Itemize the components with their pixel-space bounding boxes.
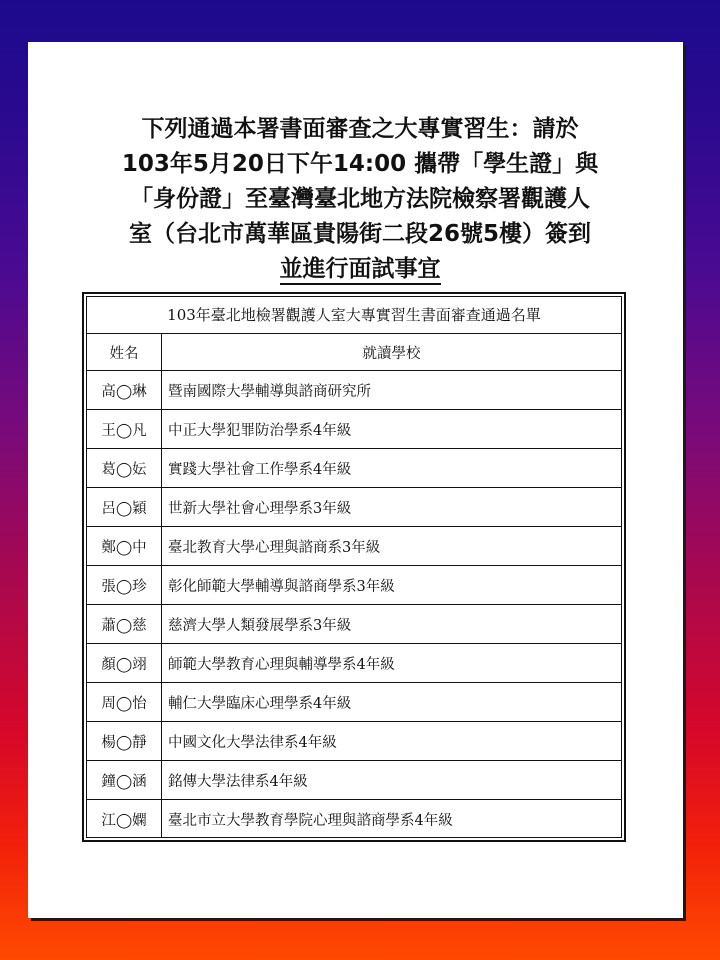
student-school: 臺北教育大學心理與諮商系3年級 (162, 527, 622, 566)
notice-text (60, 112, 660, 287)
table-row (87, 410, 621, 449)
table-header-row (87, 334, 621, 371)
student-name: 顏◯翊 (87, 644, 162, 683)
student-school: 中正大學犯罪防治學系4年級 (162, 410, 622, 449)
table-row (87, 527, 621, 566)
student-name: 呂◯穎 (87, 488, 162, 527)
student-school: 慈濟大學人類發展學系3年級 (162, 605, 622, 644)
notice-line-underlined (60, 252, 660, 287)
table-row (87, 566, 621, 605)
student-school: 銘傳大學法律系4年級 (162, 761, 622, 800)
header-school: 就讀學校 (162, 334, 622, 371)
student-school: 世新大學社會心理學系3年級 (162, 488, 622, 527)
table-row (87, 683, 621, 722)
student-name: 鄭◯中 (87, 527, 162, 566)
student-name: 周◯怡 (87, 683, 162, 722)
student-name: 江◯嫻 (87, 800, 162, 839)
notice-line: 下列通過本署書面審查之大專實習生：請於 (141, 116, 579, 142)
student-school: 師範大學教育心理與輔導學系4年級 (162, 644, 622, 683)
student-school: 實踐大學社會工作學系4年級 (162, 449, 622, 488)
table-row (87, 371, 621, 410)
notice-line-text: 並進行面試事宜 (280, 256, 441, 285)
student-name: 鐘◯涵 (87, 761, 162, 800)
student-school: 暨南國際大學輔導與諮商研究所 (162, 371, 622, 410)
table-row (87, 449, 621, 488)
notice-line: 「身份證」至臺灣臺北地方法院檢察署觀護人 (130, 186, 590, 212)
student-name: 楊◯靜 (87, 722, 162, 761)
roster-table (82, 292, 626, 842)
student-school: 輔仁大學臨床心理學系4年級 (162, 683, 622, 722)
roster-frame (86, 296, 622, 838)
table-row (87, 761, 621, 800)
table-row (87, 605, 621, 644)
table-row (87, 722, 621, 761)
roster-title: 103年臺北地檢署觀護人室大專實習生書面審查通過名單 (87, 297, 621, 334)
header-name: 姓名 (87, 334, 162, 371)
student-name: 張◯珍 (87, 566, 162, 605)
table-row (87, 488, 621, 527)
student-name: 蕭◯慈 (87, 605, 162, 644)
notice-line: 室（台北市萬華區貴陽街二段26號5樓）簽到 (128, 221, 591, 247)
roster-rows (87, 334, 621, 838)
student-name: 王◯凡 (87, 410, 162, 449)
table-row (87, 800, 621, 839)
student-name: 高◯琳 (87, 371, 162, 410)
student-school: 彰化師範大學輔導與諮商學系3年級 (162, 566, 622, 605)
student-school: 臺北市立大學教育學院心理與諮商學系4年級 (168, 812, 453, 829)
table-row (87, 644, 621, 683)
notice-line: 103年5月20日下午14:00 攜帶「學生證」與 (121, 151, 599, 177)
student-school: 中國文化大學法律系4年級 (162, 722, 622, 761)
student-name: 葛◯妘 (87, 449, 162, 488)
